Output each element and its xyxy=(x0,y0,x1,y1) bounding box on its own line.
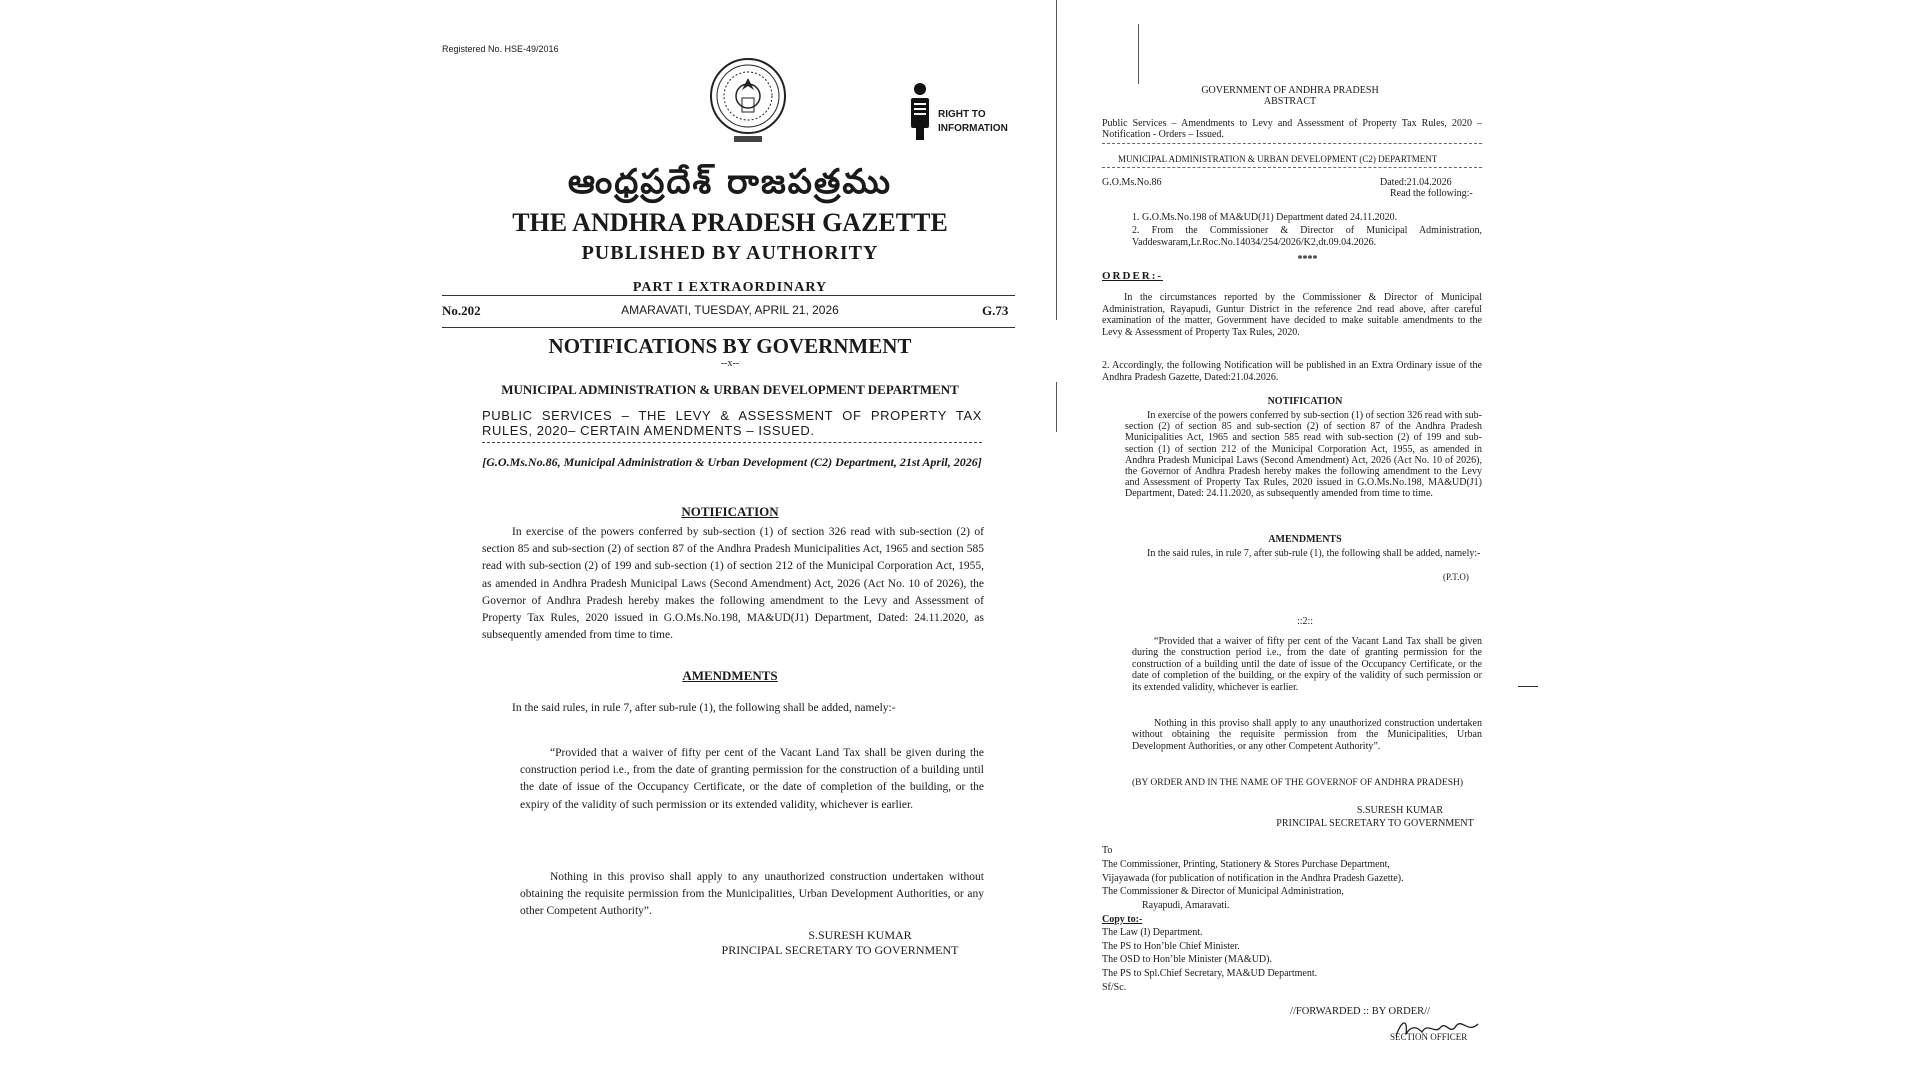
divider xyxy=(442,327,1015,328)
go-date: Dated:21.04.2026 xyxy=(1380,177,1452,188)
list-item: The PS to Hon’ble Chief Minister. xyxy=(1102,940,1240,952)
list-item: Sf/Sc. xyxy=(1102,981,1127,993)
signer-name: S.SURESH KUMAR xyxy=(808,928,912,942)
separator: --x-- xyxy=(720,358,740,369)
notification-body-text: In exercise of the powers conferred by sub-section (1) of section 326 read with sub-section (2) of section 85 and sub-section (2) of section 87 of the Andhra Pradesh Municipalities Act, 1965 and section 585 read with sub-section (2) of 199 and sub-section (1) of section 212 of the Municipal Corporation Act, 1955, as amended in Andhra Pradesh Municipal Laws (Second Amendment) Act, 2026 (Act No. 10 of 2026), the Governor of Andhra Pradesh hereby makes the following amendment to the Levy and Assessment of Property Tax Rules, 2020 issued in G.O.Ms.No.198, MA&UD(J1) Department, Dated: 24.11.2020, as subsequently amended from time to time. xyxy=(482,526,984,642)
govt-heading: GOVERNMENT OF ANDHRA PRADESH xyxy=(1201,85,1379,96)
amendments-intro-text: In the said rules, in rule 7, after sub-rule (1), the following shall be added, namely:- xyxy=(512,702,896,714)
reference-1: 1. G.O.Ms.No.198 of MA&UD(J1) Department dated 24.11.2020. xyxy=(1132,212,1398,223)
list-item: The Commissioner, Printing, Stationery & Stores Purchase Department, xyxy=(1102,859,1390,870)
read-following: Read the following:- xyxy=(1390,188,1473,199)
order-paragraph-1 xyxy=(1102,292,1482,338)
telugu-title: ఆంధ్రప్రదేశ్ రాజపత్రము xyxy=(567,162,893,202)
rti-logo xyxy=(908,82,1018,142)
amendments-label: AMENDMENTS xyxy=(682,668,778,683)
notification-body xyxy=(482,524,984,644)
go-amendments-intro-text: In the said rules, in rule 7, after sub-rule (1), the following shall be added, namely:- xyxy=(1147,548,1481,559)
notification-label: NOTIFICATION xyxy=(681,504,779,519)
gazette-title: THE ANDHRA PRADESH GAZETTE xyxy=(512,208,948,237)
go-amendments-intro xyxy=(1125,548,1482,559)
abstract-heading: ABSTRACT xyxy=(1263,96,1317,107)
dashed-divider xyxy=(482,442,982,443)
order-label: ORDER:- xyxy=(1102,270,1164,282)
list-item: The Law (I) Department. xyxy=(1102,927,1203,938)
go-notification-label: NOTIFICATION xyxy=(1267,396,1343,407)
signer-title: PRINCIPAL SECRETARY TO GOVERNMENT xyxy=(721,943,959,957)
issue-number: No.202 xyxy=(442,303,481,318)
subject: PUBLIC SERVICES – THE LEVY & ASSESSMENT OF PROPERTY TAX RULES, 2020– CERTAIN AMENDMENTS – ISSUED. xyxy=(482,408,982,438)
by-order-line: (BY ORDER AND IN THE NAME OF THE GOVERNOF OF ANDHRA PRADESH) xyxy=(1132,778,1464,788)
divider xyxy=(442,295,1015,296)
go-reference: [G.O.Ms.No.86, Municipal Administration & Urban Development (C2) Department, 21st April, 2026] xyxy=(482,455,982,469)
addressee-list xyxy=(1102,858,1502,913)
go-amendments-label: AMENDMENTS xyxy=(1268,534,1342,545)
gazette-page xyxy=(430,0,1030,1080)
government-order-page xyxy=(1080,0,1500,1080)
rti-line1: RIGHT TO xyxy=(938,109,986,120)
part-label: PART I EXTRAORDINARY xyxy=(632,280,828,295)
stars-separator: **** xyxy=(1297,254,1318,265)
scan-mark xyxy=(1518,686,1538,687)
department-heading: MUNICIPAL ADMINISTRATION & URBAN DEVELOPMENT DEPARTMENT xyxy=(501,382,959,397)
go-signer-name: S.SURESH KUMAR xyxy=(1356,805,1444,816)
notifications-heading: NOTIFICATIONS BY GOVERNMENT xyxy=(548,334,912,358)
issue-code: G.73 xyxy=(982,303,1009,318)
go-subject: Public Services – Amendments to Levy and Assessment of Property Tax Rules, 2020 – Notification - Orders – Issued. xyxy=(1102,118,1482,140)
list-item: The PS to Spl.Chief Secretary, MA&UD Department. xyxy=(1102,968,1318,980)
go-department: MUNICIPAL ADMINISTRATION & URBAN DEVELOPMENT (C2) DEPARTMENT xyxy=(1118,154,1438,164)
go-nothing-clause-text: Nothing in this proviso shall apply to any unauthorized construction undertaken without obtaining the requisite permission from the Municipalities, Urban Development Authorities, or any other Competent Authority”. xyxy=(1132,718,1482,752)
page-separator xyxy=(1056,382,1057,432)
go-notification-body-text: In exercise of the powers conferred by sub-section (1) of section 326 read with sub-section (2) of section 85 and sub-section (2) of section 87 of the Andhra Pradesh Municipalities Act, 1965 and section 585 read with sub-section (2) of 199 and sub-section (1) of section 212 of the Municipal Corporation Act, 1955, as amended in Andhra Pradesh Municipal Laws (Second Amendment) Act, 2026 (Act No. 10 of 2026), the Governor of Andhra Pradesh hereby makes the following amendment to the Levy and Assessment of Property Tax Rules, 2020 issued in G.O.Ms.No.198, MA&UD(J1) Department, Dated: 24.11.2020, as subsequently amended from time to time. xyxy=(1125,410,1482,500)
order-paragraph-2: 2. Accordingly, the following Notification will be published in an Extra Ordinary issue of the Andhra Pradesh Gazette, Dated:21.04.2026. xyxy=(1102,360,1482,383)
nothing-clause xyxy=(520,869,984,921)
go-proviso xyxy=(1132,636,1482,693)
rti-person-icon xyxy=(908,82,932,142)
dashed-divider xyxy=(1102,167,1482,168)
go-number: G.O.Ms.No.86 xyxy=(1102,177,1162,188)
go-proviso-text: “Provided that a waiver of fifty per cent of the Vacant Land Tax shall be given during the construction period i.e., from the date of granting permission for the construction of a building until the date of issue of the Occupancy Certificate, or the date of completion of the building, or the expiry of the validity of such permission or its extended validity, whichever is earlier. xyxy=(1132,636,1482,693)
forwarded-line: //FORWARDED :: BY ORDER// xyxy=(1290,1006,1430,1017)
to-label: To xyxy=(1102,845,1113,856)
go-notification-body xyxy=(1125,410,1482,500)
section-officer: SECTION OFFICER xyxy=(1390,1032,1468,1042)
order-paragraph-1-text: In the circumstances reported by the Commissioner & Director of Municipal Administration, Rayapudi, Guntur District in the reference 2nd read above, after careful examination of the matter, Government have decided to make suitable amendments to the Levy & Assessment of Property Tax Rules, 2020. xyxy=(1102,292,1482,338)
list-item: Rayapudi, Amaravati. xyxy=(1142,900,1230,912)
list-item: Vijayawada (for publication of notification in the Andhra Pradesh Gazette). xyxy=(1102,872,1404,884)
list-item: The Commissioner & Director of Municipal Administration, xyxy=(1102,886,1344,898)
dashed-divider xyxy=(1102,143,1482,144)
proviso xyxy=(520,745,984,814)
amendments-intro xyxy=(482,700,984,717)
published-by-authority: PUBLISHED BY AUTHORITY xyxy=(581,242,879,264)
nothing-clause-text: Nothing in this proviso shall apply to any unauthorized construction undertaken without obtaining the requisite permission from the Municipalities, Urban Development Authorities, or any other Competent Authority”. xyxy=(520,871,984,918)
reference-2: 2. From the Commissioner & Director of Municipal Administration, Vaddeswaram,Lr.Roc.No.14034/254/2026/K2,dt.09.04.2026. xyxy=(1132,225,1482,248)
proviso-text: “Provided that a waiver of fifty per cent of the Vacant Land Tax shall be given during the construction period i.e., from the date of granting permission for the construction of a building until the date of issue of the Occupancy Certificate, or the date of completion of the building, or the expiry of the validity of such permission or its extended validity, whichever is earlier. xyxy=(520,747,984,811)
pto-marker: (P.T.O) xyxy=(1443,572,1469,582)
list-item: The OSD to Hon’ble Minister (MA&UD). xyxy=(1102,954,1272,966)
go-nothing-clause xyxy=(1132,718,1482,752)
page-marker: ::2:: xyxy=(1296,616,1314,627)
copy-to-label: Copy to:- xyxy=(1102,914,1143,925)
copy-list xyxy=(1102,926,1502,995)
registration-number: Registered No. HSE-49/2016 xyxy=(442,44,559,54)
issue-place-date: AMARAVATI, TUESDAY, APRIL 21, 2026 xyxy=(621,303,839,317)
rti-line2: INFORMATION xyxy=(938,123,1008,134)
go-signer-title: PRINCIPAL SECRETARY TO GOVERNMENT xyxy=(1276,818,1474,829)
ap-state-emblem-icon xyxy=(708,56,788,146)
page-separator xyxy=(1056,0,1057,320)
